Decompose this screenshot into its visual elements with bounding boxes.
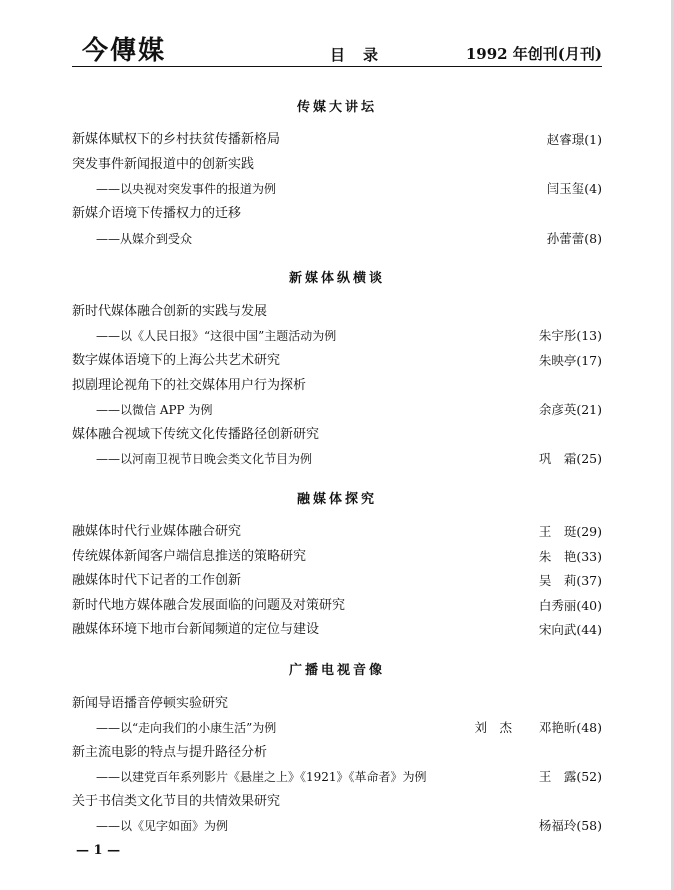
entry-title: 新时代媒体融合创新的实践与发展 (72, 304, 268, 319)
entry-author: 朱宇彤(13) (538, 328, 602, 343)
toc-entry[interactable] (72, 376, 602, 396)
section-title: 新媒体纵横谈 (288, 271, 385, 286)
entry-author: 余彦英(21) (538, 402, 602, 417)
entry-subtitle: ——以《人民日报》“这很中国”主题活动为例 (96, 329, 337, 343)
section-title: 融媒体探究 (296, 492, 377, 507)
toc-entry[interactable] (72, 620, 602, 640)
entry-title: 关于书信类文化节目的共情效果研究 (72, 794, 281, 809)
entry-author: 邓艳昕(48) (538, 720, 602, 735)
toc-entry[interactable] (72, 155, 602, 175)
toc-entry-subtitle[interactable] (72, 179, 602, 199)
entry-title: 突发事件新闻报道中的创新实践 (72, 157, 255, 172)
entry-subtitle: ——以微信 APP 为例 (96, 403, 213, 417)
toc-entry[interactable] (72, 302, 602, 322)
toc-entry[interactable] (72, 351, 602, 371)
toc-entry[interactable] (72, 596, 602, 616)
toc-entry[interactable] (72, 130, 602, 150)
entry-author: 王 露(52) (538, 769, 602, 784)
section-title: 广播电视音像 (288, 663, 385, 678)
entry-title: 拟剧理论视角下的社交媒体用户行为探析 (72, 378, 307, 393)
entry-subtitle: ——以建党百年系列影片《悬崖之上》《1921》《革命者》为例 (96, 770, 427, 784)
entry-title: 新媒介语境下传播权力的迁移 (72, 206, 242, 221)
entry-coauthor: 刘 杰 (474, 720, 512, 735)
entry-subtitle: ——以河南卫视节日晚会类文化节目为例 (96, 452, 313, 466)
entry-title: 新媒体赋权下的乡村扶贫传播新格局 (72, 132, 281, 147)
entry-title: 传统媒体新闻客户端信息推送的策略研究 (72, 549, 307, 564)
entry-subtitle: ——从媒介到受众 (96, 232, 193, 246)
entry-title: 融媒体时代行业媒体融合研究 (72, 524, 242, 539)
journal-logo: 今傳媒 (82, 36, 167, 66)
toc-entry[interactable] (72, 792, 602, 812)
toc-entry-subtitle[interactable] (72, 449, 602, 469)
entry-subtitle: ——以“走向我们的小康生活”为例 (96, 721, 277, 735)
toc-entry-subtitle[interactable] (72, 326, 602, 346)
toc-entry-subtitle[interactable] (72, 229, 602, 249)
founded-note: 1992 年创刊(月刊) (465, 45, 602, 63)
toc-heading: 目录 (330, 46, 397, 64)
entry-title: 融媒体时代下记者的工作创新 (72, 573, 242, 588)
entry-author: 宋向武(44) (538, 622, 602, 637)
entry-author: 王 珽(29) (538, 524, 602, 539)
entry-author: 朱映亭(17) (538, 353, 602, 368)
toc-entry[interactable] (72, 547, 602, 567)
entry-title: 新时代地方媒体融合发展面临的问题及对策研究 (72, 598, 346, 613)
toc-entry[interactable] (72, 522, 602, 542)
entry-author: 巩 霜(25) (538, 451, 602, 466)
entry-author: 杨福玲(58) (538, 818, 602, 833)
entry-subtitle: ——以《见字如面》为例 (96, 819, 229, 833)
entry-title: 数字媒体语境下的上海公共艺术研究 (72, 353, 281, 368)
entry-author: 孙蕾蕾(8) (546, 231, 602, 246)
toc-entry-subtitle[interactable] (72, 400, 602, 420)
entry-title: 融媒体环境下地市台新闻频道的定位与建设 (72, 622, 320, 637)
entry-title: 媒体融合视域下传统文化传播路径创新研究 (72, 427, 320, 442)
toc-entry[interactable] (72, 571, 602, 591)
toc-entry-subtitle[interactable] (72, 767, 602, 787)
entry-author: 朱 艳(33) (538, 549, 602, 564)
page-number: — 1 — (76, 843, 121, 858)
entry-title: 新闻导语播音停顿实验研究 (72, 696, 229, 711)
masthead (72, 30, 602, 66)
entry-subtitle: ——以央视对突发事件的报道为例 (96, 182, 277, 196)
entry-author: 闫玉玺(4) (546, 181, 602, 196)
toc-entry-subtitle[interactable] (72, 816, 602, 836)
entry-title: 新主流电影的特点与提升路径分析 (72, 745, 268, 760)
toc-entry-subtitle[interactable] (72, 718, 602, 738)
header-rule (72, 66, 602, 67)
section-title: 传媒大讲坛 (296, 100, 377, 115)
toc-entry[interactable] (72, 743, 602, 763)
entry-author: 白秀丽(40) (538, 598, 602, 613)
toc-entry[interactable] (72, 204, 602, 224)
entry-author: 赵睿璟(1) (546, 132, 602, 147)
toc-entry[interactable] (72, 694, 602, 714)
entry-author: 吴 莉(37) (538, 573, 602, 588)
toc-entry[interactable] (72, 425, 602, 445)
